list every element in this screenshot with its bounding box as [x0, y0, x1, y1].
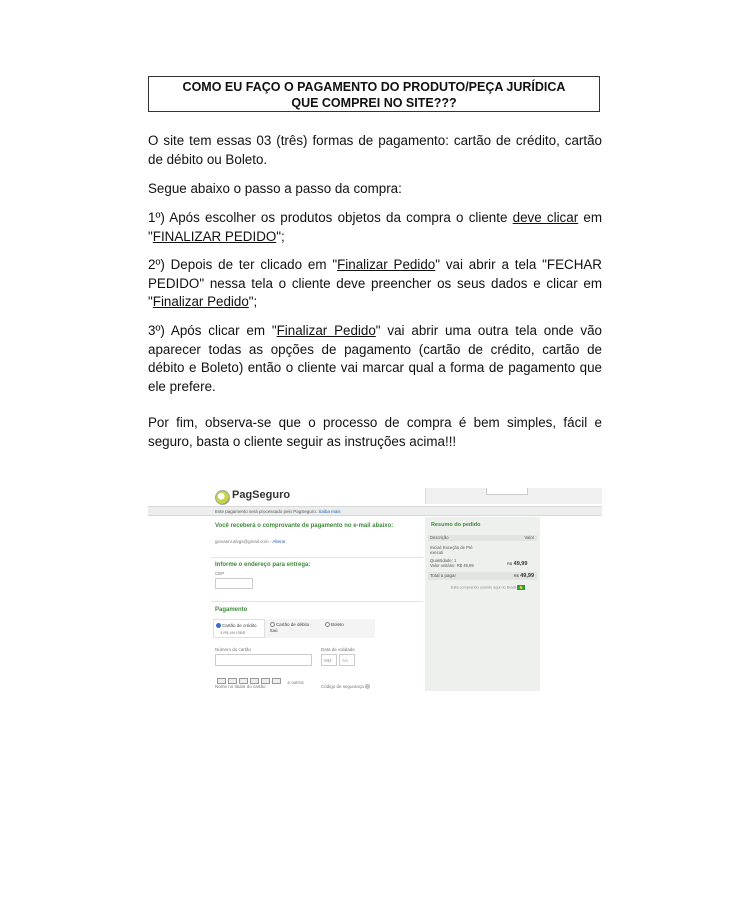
- summary-col-description: Descrição: [430, 535, 449, 540]
- step-2-underline-2: Finalizar Pedido: [152, 294, 249, 309]
- payment-options: [213, 619, 375, 638]
- paragraph-payment-methods: O site tem essas 03 (três) formas de pagamento: cartão de crédito, cartão de débito ou Boleto.: [148, 133, 602, 167]
- total-label: Total a pagar: [430, 573, 457, 578]
- email-value: giovanni.alvgs@gmail.com: [215, 539, 269, 544]
- header-right-box: [486, 488, 528, 495]
- total-value: [514, 572, 534, 580]
- pagseguro-logo-text: PagSeguro: [232, 489, 291, 501]
- summary-column-headers: [428, 535, 537, 541]
- option-boleto-label: Boleto: [331, 622, 344, 627]
- step-2-text-b: " vai abrir a tela "FECHAR PEDIDO" nessa tela o cliente deve preencher os seus dados e clicar em ": [148, 257, 602, 309]
- step-1-text-c: ";: [276, 228, 285, 244]
- expiry-month-placeholder: MM: [324, 658, 332, 663]
- expiry-month-input[interactable]: [321, 654, 337, 666]
- option-debit-label: Cartão de débito Itaú: [270, 622, 310, 633]
- step-1-underline-finalizar: FINALIZAR PEDIDO: [152, 228, 277, 244]
- pagseguro-logo-icon: [215, 490, 230, 505]
- total-value-currency: R$: [513, 573, 519, 578]
- expiry-year-placeholder: AA: [342, 658, 349, 663]
- option-debit-card[interactable]: [270, 622, 310, 634]
- security-code-text: Código de segurança: [321, 684, 364, 689]
- help-icon[interactable]: ?: [366, 684, 369, 689]
- step-3-underline: Finalizar Pedido: [276, 323, 376, 338]
- cep-input[interactable]: [215, 578, 253, 589]
- radio-icon: [325, 622, 330, 627]
- radio-selected-icon: [216, 623, 221, 628]
- step-2-text-c: ";: [248, 294, 258, 309]
- email-change-link[interactable]: Alterar: [272, 539, 286, 544]
- document-title-line1: COMO EU FAÇO O PAGAMENTO DO PRODUTO/PEÇA JURÍDICA: [182, 80, 566, 94]
- step-1-underline-deve-clicar: deve clicar: [512, 210, 579, 225]
- paragraph-step-3: [148, 322, 602, 396]
- document-title-line2: QUE COMPREI NO SITE???: [291, 96, 457, 110]
- document-title-box: [148, 76, 600, 112]
- card-brand-icons: [217, 671, 304, 685]
- step-1-text-a: 1º) Após escolher os produtos objetos da compra o cliente: [148, 210, 513, 225]
- item-value-currency: R$: [507, 561, 513, 566]
- step-3-text-a: 3º) Após clicar em ": [148, 323, 277, 338]
- total-value-amount: 49,99: [520, 573, 534, 579]
- paragraph-step-2: [148, 256, 602, 312]
- brazil-flag-icon: [517, 585, 525, 590]
- radio-icon: [270, 622, 275, 627]
- item-unit-price: Valor unitário: R$ 49,99: [430, 563, 474, 568]
- saiba-mais-link[interactable]: Saiba mais: [318, 509, 341, 514]
- step-2-text-a: 2º) Depois de ter clicado em ": [148, 257, 338, 272]
- step-1-text-b: em ": [148, 210, 602, 244]
- checkout-screenshot: [148, 488, 602, 691]
- summary-col-value: Valor: [524, 535, 534, 540]
- order-summary-panel: [425, 517, 540, 691]
- email-heading: Você receberá o comprovante de pagamento no e-mail abaixo:: [215, 523, 394, 529]
- paragraph-conclusion: Por fim, observa-se que o processo de compra é bem simples, fácil e seguro, basta o cliente seguir as instruções acima!!!: [148, 415, 602, 449]
- cep-label: CEP: [215, 571, 225, 576]
- processing-notice-bar: [148, 506, 602, 516]
- paragraph-steps-intro: Segue abaixo o passo a passo da compra:: [148, 181, 402, 196]
- item-name: Inicial: Exceção de Pré executi: [430, 545, 473, 555]
- item-quantity: Quantidade: 1: [430, 558, 457, 563]
- option-credit-card[interactable]: [213, 619, 265, 638]
- option-credit-sub: 3 R$ 49/ ISBS: [220, 630, 246, 635]
- email-line: giovanni.alvgs@gmail.com - Alterar: [215, 539, 286, 544]
- screenshot-header: [148, 488, 602, 508]
- processing-notice-text: Este pagamento será processado pelo PagSeguro.: [215, 509, 318, 514]
- card-name-label: Nome no titular do cartão: [215, 684, 266, 689]
- security-code-label: [321, 684, 370, 689]
- payment-heading: Pagamento: [215, 607, 248, 613]
- expiry-year-input[interactable]: [339, 654, 355, 666]
- footer-note: [451, 585, 539, 590]
- divider: [211, 601, 423, 602]
- step-3-text-b: " vai abrir uma outra tela onde vão aparecer todas as opções de pagamento (cartão de crédito, cartão de débito e Boleto) então o cliente vai marcar qual a forma de pagamento que ele prefere.: [148, 323, 602, 394]
- card-brand-icon: [272, 678, 281, 684]
- item-value-amount: 49,99: [513, 561, 528, 567]
- step-2-underline-1: Finalizar Pedido: [337, 257, 436, 272]
- expiry-label: Data de validade: [321, 647, 355, 652]
- total-row: [428, 572, 537, 580]
- paragraph-step-1: [148, 209, 602, 246]
- footer-note-text: Está comprando usando aqui no Brasil: [451, 585, 517, 590]
- address-heading: Informe o endereço para entrega:: [215, 562, 311, 568]
- card-number-input[interactable]: [215, 654, 312, 666]
- item-value: [507, 561, 537, 567]
- divider: [211, 557, 423, 558]
- checkout-form-panel: [211, 517, 423, 691]
- option-boleto[interactable]: [325, 622, 344, 627]
- card-brands-more: e outros: [287, 680, 304, 685]
- order-summary-heading: Resumo do pedido: [431, 522, 481, 528]
- option-credit-label: Cartão de crédito: [222, 623, 257, 628]
- card-number-label: Número do cartão: [215, 647, 252, 652]
